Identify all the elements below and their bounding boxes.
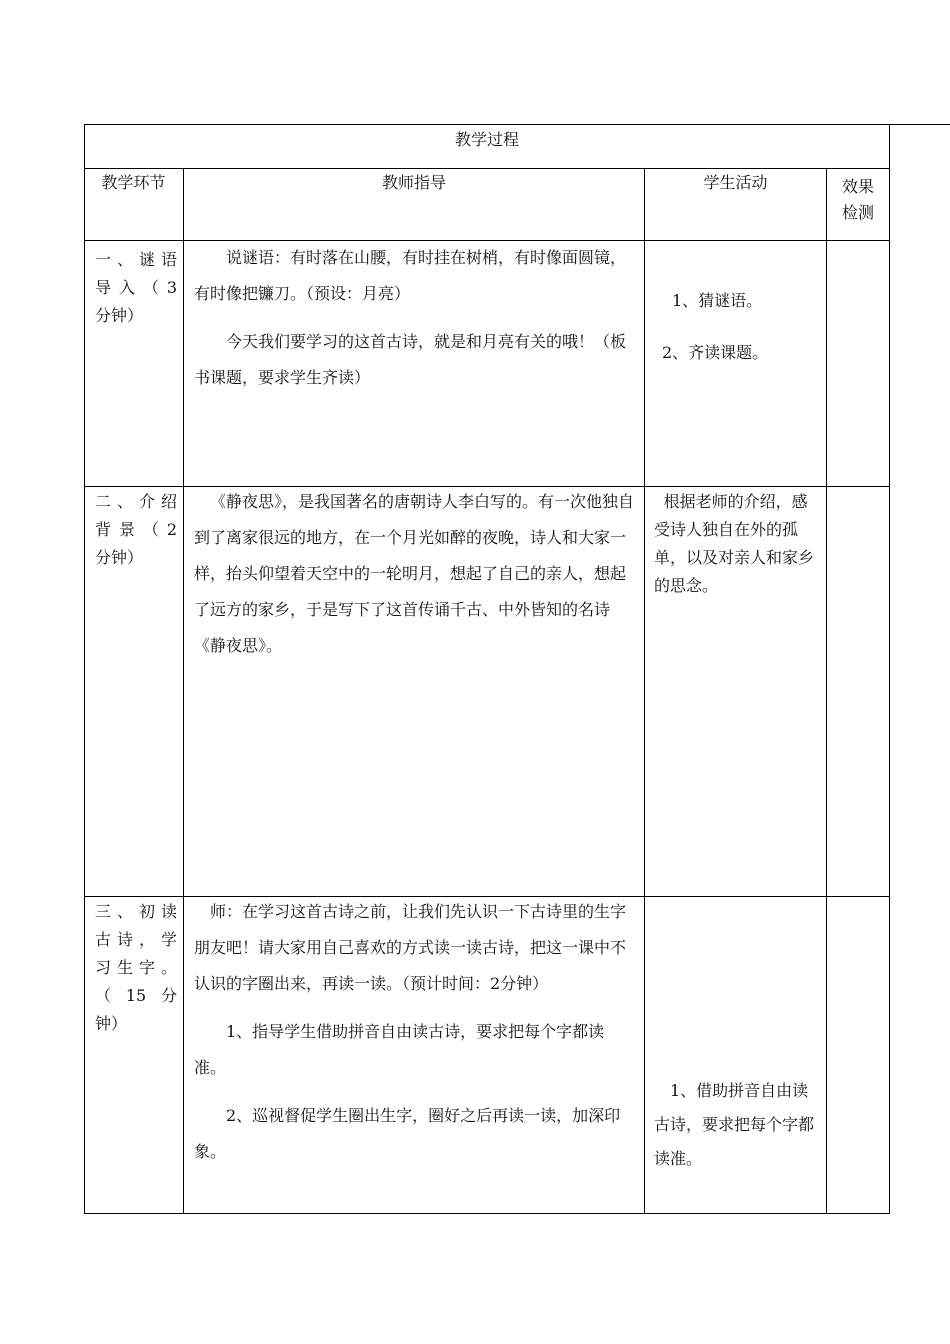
row-1-stage-line: 分钟） bbox=[95, 306, 144, 325]
row-1-teacher-para: 今天我们要学习的这首古诗，就是和月亮有关的哦！（板书课题，要求学生齐读） bbox=[194, 332, 627, 387]
row-2-stage-line: 分钟） bbox=[95, 548, 144, 567]
rule-below-title bbox=[84, 168, 890, 169]
row-3-student-item: 1、借助拼音自由读古诗，要求把每个字都读准。 bbox=[654, 1081, 815, 1168]
column-divider-3 bbox=[826, 168, 827, 1214]
row-2-student-item: 根据老师的介绍，感受诗人独自在外的孤单，以及对亲人和家乡的思念。 bbox=[654, 492, 815, 595]
row-3-stage bbox=[95, 898, 177, 1038]
row-3-stage-line: 古诗，学 bbox=[95, 930, 177, 949]
column-divider-2 bbox=[644, 168, 645, 1214]
row-2-student bbox=[654, 488, 822, 600]
row-2-stage bbox=[95, 488, 177, 572]
column-divider-1 bbox=[183, 168, 184, 1214]
header-stage: 教学环节 bbox=[101, 173, 166, 192]
row-2-stage-line: 背景（2 bbox=[95, 520, 177, 539]
row-1-student-item: 1、猜谜语。 bbox=[672, 291, 763, 310]
row-3-teacher-para: 1、指导学生借助拼音自由读古诗，要求把每个字都读准。 bbox=[194, 1022, 605, 1077]
row-3-stage-line: 钟） bbox=[95, 1014, 128, 1033]
row-1-teacher-para: 说谜语：有时落在山腰，有时挂在树梢，有时像面圆镜，有时像把镰刀。（预设：月亮） bbox=[194, 248, 627, 303]
row-3-stage-line: （15分 bbox=[95, 986, 177, 1005]
row-3-teacher-para: 师：在学习这首古诗之前，让我们先认识一下古诗里的生字朋友吧！请大家用自己喜欢的方式读一读古诗，把这一课中不认识的字圈出来，再读一读。（预计时间：2分钟） bbox=[194, 902, 627, 993]
row-3-student bbox=[654, 1074, 822, 1176]
row-2-teacher bbox=[194, 484, 636, 664]
row-3-stage-line: 习生字。 bbox=[95, 958, 177, 977]
row-3-stage-line: 三、初读 bbox=[95, 902, 177, 921]
row-2-stage-line: 二、介绍 bbox=[95, 492, 177, 511]
row-1-teacher bbox=[194, 240, 636, 396]
row-1-student bbox=[654, 287, 822, 367]
header-teacher: 教师指导 bbox=[381, 173, 446, 192]
row-3-teacher bbox=[194, 894, 636, 1170]
row-1-student-item: 2、齐读课题。 bbox=[662, 343, 769, 362]
row-1-stage-line: 一、谜语 bbox=[95, 250, 177, 269]
header-effect bbox=[828, 174, 888, 226]
header-effect-line2: 检测 bbox=[841, 203, 874, 222]
header-effect-line1: 效果 bbox=[841, 177, 874, 196]
row-3-teacher-para: 2、巡视督促学生圈出生字，圈好之后再读一读，加深印象。 bbox=[194, 1106, 621, 1161]
page-edge-rule bbox=[890, 124, 950, 125]
table-title: 教学过程 bbox=[454, 130, 519, 149]
row-2-teacher-para: 《静夜思》，是我国著名的唐朝诗人李白写的。有一次他独自到了离家很远的地方，在一个月光如醉的夜晚，诗人和大家一样，抬头仰望着天空中的一轮明月，想起了自己的亲人，想起了远方的家乡，于是写下了这首传诵千古、中外皆知的名诗《静夜思》。 bbox=[194, 492, 635, 655]
row-1-stage-line: 导入（3 bbox=[95, 278, 177, 297]
header-student: 学生活动 bbox=[703, 173, 768, 192]
row-1-stage bbox=[95, 246, 177, 330]
